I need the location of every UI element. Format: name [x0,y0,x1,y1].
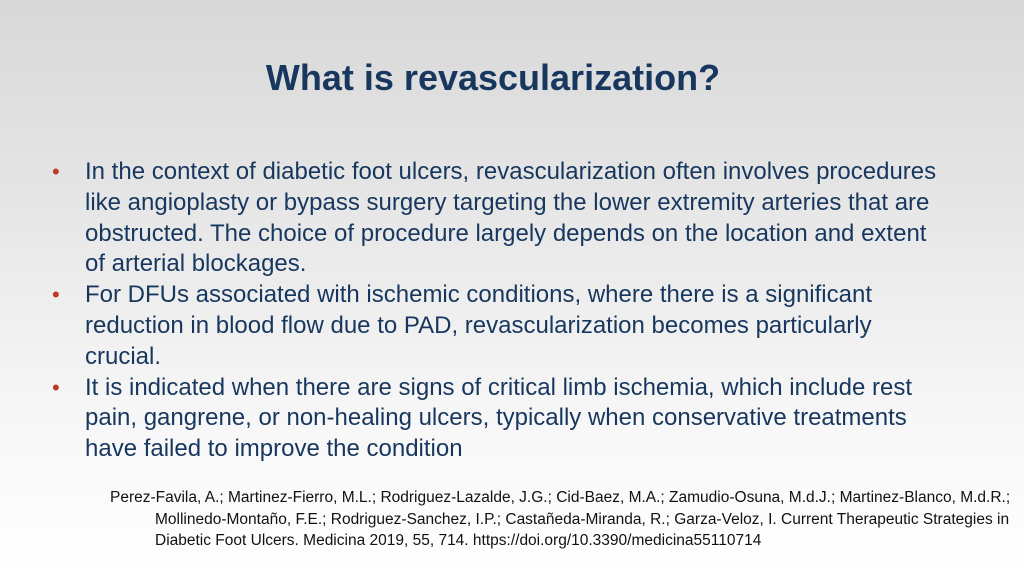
slide-title: What is revascularization? [265,57,721,98]
bullet-marker: • [52,374,60,400]
bullet-marker: • [52,282,60,308]
bullet-item [52,280,952,372]
bullet-item [52,373,952,465]
bullet-text: It is indicated when there are signs of critical limb ischemia, which include rest pain, gangrene, or non-healing ulcers, typically when conservative treatments have failed to improve the condition [85,373,913,463]
reference-citation: Perez-Favila, A.; Martinez-Fierro, M.L.; Rodriguez-Lazalde, J.G.; Cid-Baez, M.A.; Zamudio-Osuna, M.d.J.; Martinez-Blanco, M.d.R.; Mollinedo-Montaño, F.E.; Rodriguez-Sanchez, I.P.; Castañeda-Miranda, R.; Garza-Veloz, I. Current Therapeutic Strategies in Diabetic Foot Ulcers. Medicina 2019, 55, 714. https://doi.org/10.3390/medicina55110714 [110,489,1011,549]
bullet-marker: • [52,159,60,184]
bullet-item [52,157,952,280]
bullet-list [52,157,952,465]
bullet-text: For DFUs associated with ischemic conditions, where there is a significant reduction in blood flow due to PAD, revascularization becomes particularly crucial. [85,281,872,370]
bullet-text: In the context of diabetic foot ulcers, revascularization often involves procedures like angioplasty or bypass surgery targeting the lower extremity arteries that are obstructed. The choice of procedure largely depends on the location and extent of arterial blockages. [85,158,937,278]
